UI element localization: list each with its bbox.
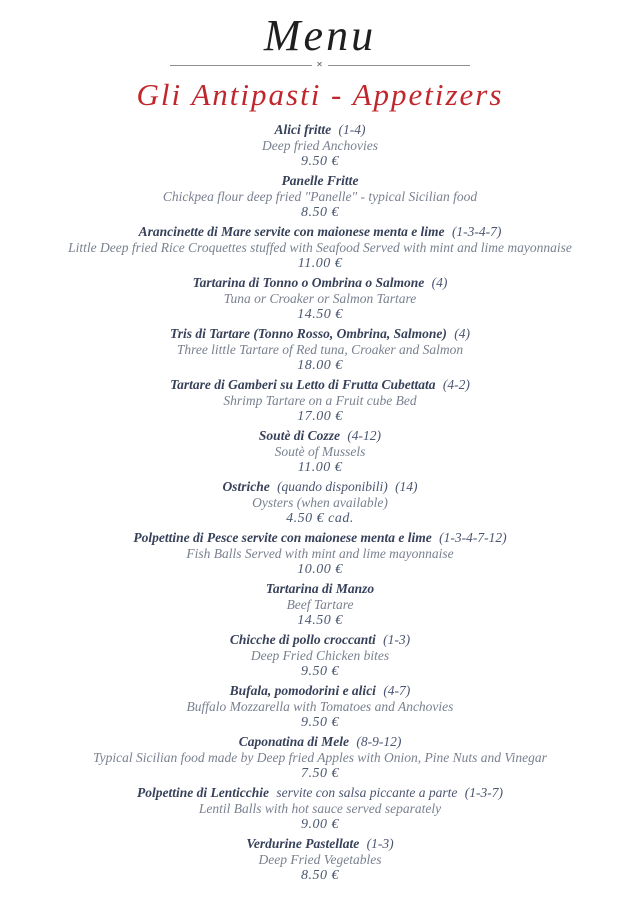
menu-item (10, 377, 630, 425)
item-price: 17.00 € (297, 409, 343, 425)
item-description: Typical Sicilian food made by Deep fried Apples with Onion, Pine Nuts and Vinegar (93, 750, 547, 766)
item-description: Fish Balls Served with mint and lime mayonnaise (186, 546, 454, 562)
item-title-line (10, 377, 630, 393)
item-name: Arancinette di Mare servite con maionese menta e lime (138, 224, 445, 240)
item-allergens: (1-3) (366, 836, 394, 852)
menu-item (10, 581, 630, 629)
item-name: Ostriche (222, 479, 270, 495)
item-allergens: (1-4) (338, 122, 366, 138)
divider-x-ornament-icon: ✕ (316, 60, 324, 70)
item-name: Tris di Tartare (Tonno Rosso, Ombrina, Salmone) (170, 326, 447, 342)
item-description: Three little Tartare of Red tuna, Croaker and Salmon (176, 342, 464, 358)
menu-item (10, 785, 630, 833)
menu-item (10, 122, 630, 170)
item-name: Chicche di pollo croccanti (229, 632, 376, 648)
item-price: 4.50 € cad. (286, 511, 354, 527)
item-allergens: (1-3-4-7) (451, 224, 502, 240)
item-title-line (10, 683, 630, 699)
item-description: Deep fried Anchovies (262, 138, 378, 154)
item-price: 9.00 € (301, 817, 339, 833)
divider-line-right (328, 65, 470, 66)
menu-item (10, 326, 630, 374)
menu-item (10, 428, 630, 476)
item-description: Buffalo Mozzarella with Tomatoes and Anchovies (186, 699, 454, 715)
item-title-line (10, 428, 630, 444)
item-title-line (10, 122, 630, 138)
item-name: Bufala, pomodorini e alici (229, 683, 376, 699)
item-suffix: (quando disponibili) (277, 479, 388, 495)
item-price: 8.50 € (301, 205, 339, 221)
item-title-line (10, 530, 630, 546)
item-description: Beef Tartare (286, 597, 354, 613)
item-price: 11.00 € (297, 256, 343, 272)
item-allergens: (14) (395, 479, 418, 495)
menu-item (10, 224, 630, 272)
item-title-line (10, 581, 630, 597)
divider-line-left (170, 65, 312, 66)
item-title-line (10, 275, 630, 291)
item-description: Oysters (when available) (252, 495, 388, 511)
item-price: 7.50 € (301, 766, 339, 782)
item-description: Little Deep fried Rice Croquettes stuffed with Seafood Served with mint and lime mayonnaise (68, 240, 572, 256)
item-title-line (10, 632, 630, 648)
item-description: Deep Fried Chicken bites (250, 648, 390, 664)
item-name: Soutè di Cozze (258, 428, 340, 444)
item-name: Panelle Fritte (281, 173, 359, 189)
item-allergens: (8-9-12) (356, 734, 402, 750)
item-allergens: (4) (454, 326, 470, 342)
item-price: 9.50 € (301, 715, 339, 731)
menu-item (10, 836, 630, 884)
item-description: Deep Fried Vegetables (258, 852, 382, 868)
item-title-line (10, 479, 630, 495)
menu-item (10, 530, 630, 578)
item-name: Alici fritte (274, 122, 332, 138)
item-allergens: (1-3-7) (464, 785, 504, 801)
item-name: Caponatina di Mele (238, 734, 349, 750)
item-price: 11.00 € (297, 460, 343, 476)
item-title-line (10, 326, 630, 342)
menu-item (10, 683, 630, 731)
item-suffix: servite con salsa piccante a parte (276, 785, 458, 801)
item-price: 18.00 € (297, 358, 343, 374)
item-description: Lentil Balls with hot sauce served separately (198, 801, 442, 817)
item-name: Polpettine di Lenticchie (136, 785, 269, 801)
item-title-line (10, 734, 630, 750)
item-description: Soutè of Mussels (274, 444, 366, 460)
item-name: Tartarina di Tonno o Ombrina o Salmone (192, 275, 425, 291)
item-description: Shrimp Tartare on a Fruit cube Bed (223, 393, 417, 409)
item-price: 14.50 € (297, 307, 343, 323)
item-allergens: (1-3-4-7-12) (439, 530, 507, 546)
menu-item (10, 479, 630, 527)
item-title-line (10, 836, 630, 852)
title-divider (170, 60, 470, 70)
section-heading: Gli Antipasti - Appetizers (136, 77, 504, 113)
menu-item (10, 275, 630, 323)
item-name: Tartare di Gamberi su Letto di Frutta Cubettata (170, 377, 436, 393)
item-price: 8.50 € (301, 868, 339, 884)
item-description: Tuna or Croaker or Salmon Tartare (223, 291, 417, 307)
item-price: 9.50 € (301, 664, 339, 680)
item-price: 10.00 € (297, 562, 343, 578)
item-name: Tartarina di Manzo (265, 581, 375, 597)
page-title: Menu (263, 11, 377, 60)
menu-item (10, 734, 630, 782)
item-title-line (10, 224, 630, 240)
item-allergens: (4) (431, 275, 448, 291)
item-allergens: (1-3) (383, 632, 411, 648)
item-allergens: (4-7) (383, 683, 411, 699)
item-title-line (10, 173, 630, 189)
menu-items-list (10, 122, 630, 884)
item-allergens: (4-12) (347, 428, 382, 444)
item-price: 14.50 € (297, 613, 343, 629)
item-name: Polpettine di Pesce servite con maionese menta e lime (133, 530, 432, 546)
item-description: Chickpea flour deep fried "Panelle" - typical Sicilian food (162, 189, 478, 205)
item-name: Verdurine Pastellate (246, 836, 360, 852)
item-allergens: (4-2) (442, 377, 470, 393)
item-title-line (10, 785, 630, 801)
menu-item (10, 173, 630, 221)
item-price: 9.50 € (301, 154, 339, 170)
menu-item (10, 632, 630, 680)
